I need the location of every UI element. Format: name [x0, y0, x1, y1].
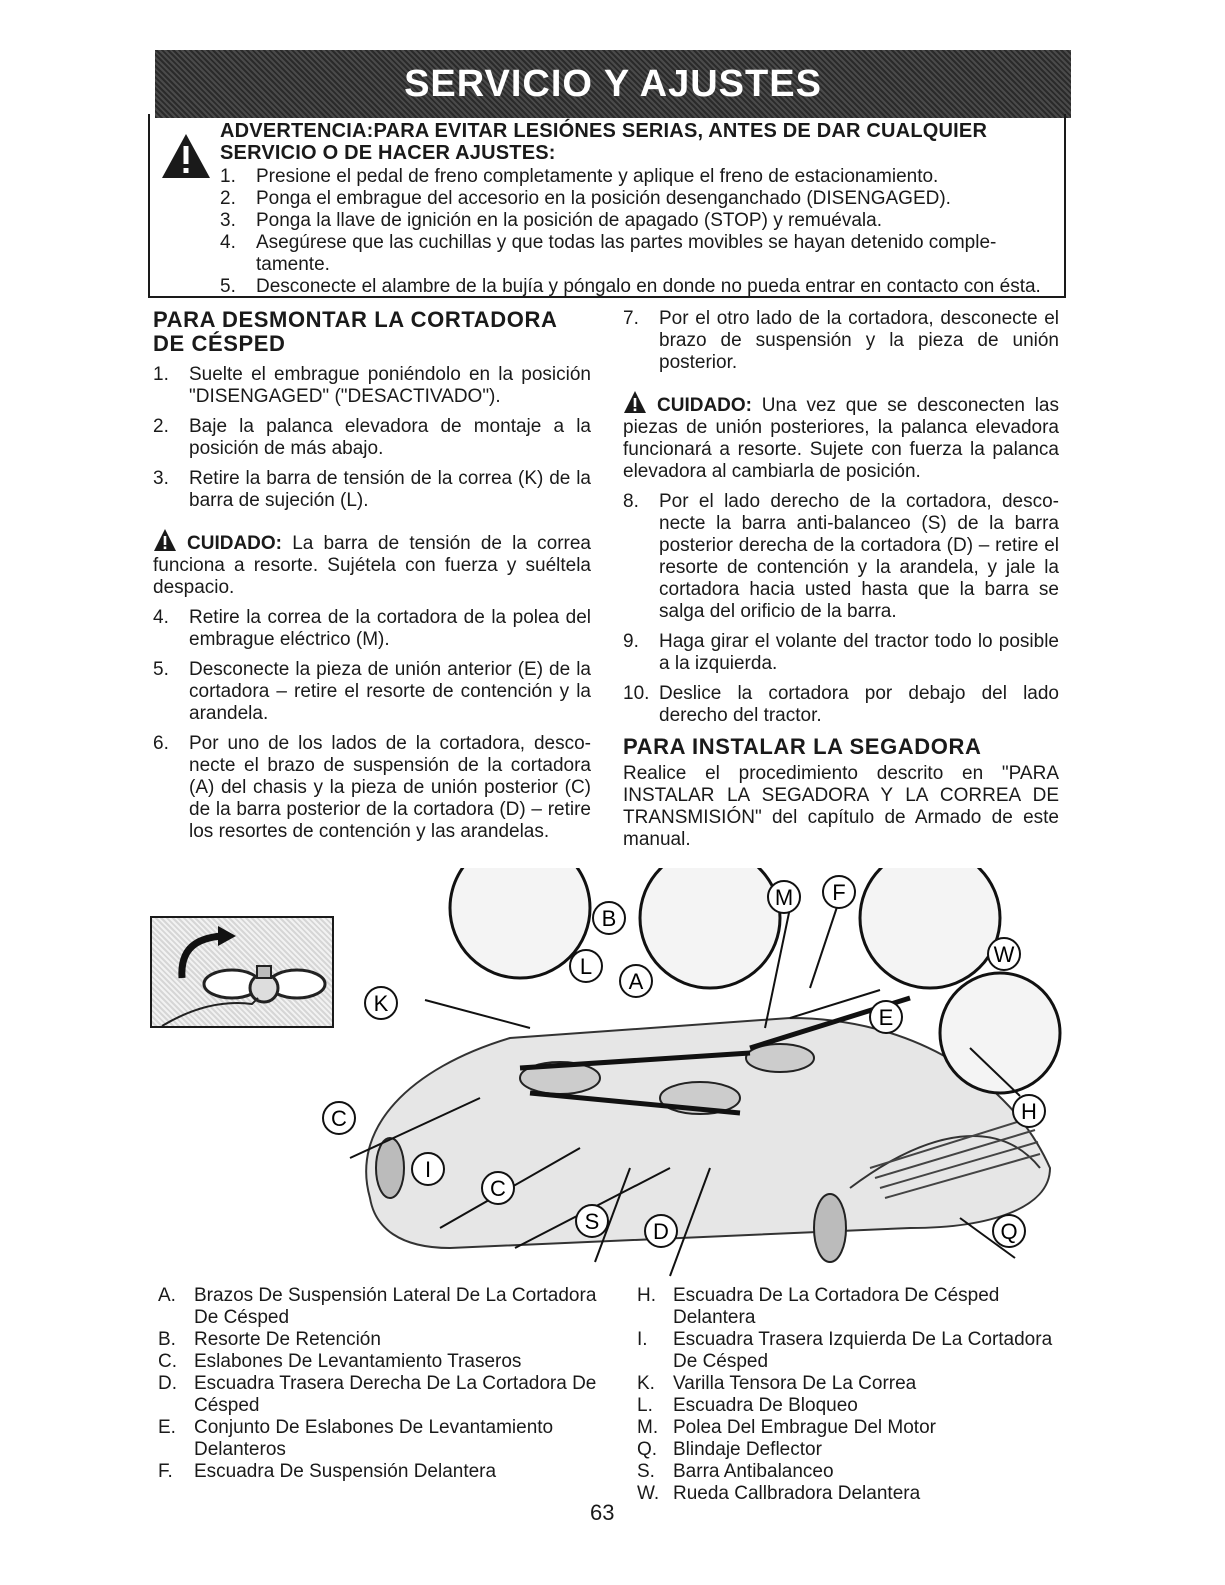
- legend-item: H. Escuadra De La Cortadora De Césped Delantera: [637, 1285, 1000, 1328]
- svg-text:F: F: [832, 880, 846, 905]
- list-item: 8. Por el lado derecho de la cortadora, desco-necte la barra anti-balanceo (S) de la barra posterior derecha de la cortadora (D) – retire el resorte de contención y la arandela, y jale la cortadora hacia usted hasta que la barra se salga del orificio de la barra.: [623, 491, 1059, 622]
- callout-a: [617, 962, 655, 1000]
- list-item: 4. Asegúrese que las cuchillas y que todas las partes movibles se hayan detenido comple-tamente.: [220, 232, 997, 275]
- list-item: 3. Retire la barra de tensión de la correa (K) de la barra de sujeción (L).: [153, 468, 591, 511]
- callout-d: [642, 1212, 680, 1250]
- legend-item: K. Varilla Tensora De La Correa: [637, 1373, 917, 1394]
- callout-m: [765, 878, 803, 916]
- svg-text:L: L: [579, 954, 593, 979]
- callout-w: [985, 935, 1023, 973]
- list-item: 5. Desconecte el alambre de la bujía y póngalo en donde no pueda entrar en contacto con ésta.: [220, 276, 1041, 297]
- callout-h: [1010, 1092, 1048, 1130]
- callout-s: [573, 1202, 611, 1240]
- legend-item: A. Brazos De Suspensión Lateral De La Cortadora De Césped: [158, 1285, 597, 1328]
- legend-item: E. Conjunto De Eslabones De Levantamiento Delanteros: [158, 1417, 554, 1460]
- warning-heading: ADVERTENCIA:PARA EVITAR LESIÓNES SERIAS, ANTES DE DAR CUALQUIER SERVICIO O DE HACER AJUSTES:: [220, 120, 988, 164]
- legend-right: [637, 1285, 1057, 1505]
- svg-text:C: C: [490, 1176, 506, 1201]
- list-item: 2. Baje la palanca elevadora de montaje a la posición de más abajo.: [153, 416, 591, 459]
- svg-text:S: S: [584, 1209, 600, 1234]
- caution-note: CUIDADO: Una vez que se desconecten las piezas de unión posteriores, la palanca elevadora funcionará a resorte. Sujete con fuerza la palanca elevadora al cambiarla de posición.: [623, 390, 1059, 483]
- legend-item: W. Rueda Callbradora Delantera: [637, 1483, 921, 1504]
- callout-e: [867, 998, 905, 1036]
- list-item: 4. Retire la correa de la cortadora de la polea del embrague eléctrico (M).: [153, 607, 591, 650]
- legend-item: B. Resorte De Retención: [158, 1329, 381, 1350]
- page-number: 63: [590, 1500, 615, 1525]
- left-column: [153, 308, 591, 843]
- list-item: 1. Presione el pedal de freno completamente y aplique el freno de estacionamiento.: [220, 166, 939, 187]
- legend-item: M. Polea Del Embrague Del Motor: [637, 1417, 936, 1438]
- warning-triangle-icon: [160, 132, 212, 180]
- list-item: 6. Por uno de los lados de la cortadora, desco-necte el brazo de suspensión de la cortadora (A) del chasis y la pieza de unión posterior (C) de la barra posterior de la cortadora (D) – retire los resortes de contención y las arandelas.: [153, 733, 591, 842]
- svg-text:W: W: [993, 942, 1015, 967]
- page-title: SERVICIO Y AJUSTES: [404, 62, 822, 105]
- list-item: 5. Desconecte la pieza de unión anterior (E) de la cortadora – retire el resorte de contención y la arandela.: [153, 659, 591, 724]
- svg-text:K: K: [373, 991, 389, 1016]
- list-item: 2. Ponga el embrague del accesorio en la posición desenganchado (DISENGAGED).: [220, 188, 951, 209]
- warning-list: [220, 166, 1058, 298]
- legend-left: [158, 1285, 598, 1483]
- svg-text:D: D: [653, 1219, 669, 1244]
- svg-text:I: I: [424, 1157, 432, 1182]
- callout-c-left: [320, 1099, 358, 1137]
- section-heading-install: PARA INSTALAR LA SEGADORA: [623, 734, 982, 759]
- caution-triangle-icon: [623, 390, 657, 414]
- list-item: 3. Ponga la llave de ignición en la posición de apagado (STOP) y remuévala.: [220, 210, 882, 231]
- callout-f: [820, 873, 858, 911]
- legend-item: Q. Blindaje Deflector: [637, 1439, 822, 1460]
- section-banner: [155, 50, 1071, 118]
- svg-text:Q: Q: [1000, 1219, 1018, 1244]
- callout-b: [590, 899, 628, 937]
- list-item: 1. Suelte el embrague poniéndolo en la posición "DISENGAGED" ("DESACTIVADO").: [153, 364, 591, 407]
- install-paragraph: Realice el procedimiento descrito en "PARA INSTALAR LA SEGADORA Y LA CORREA DE TRANSMISIÓN" del capítulo de Armado de este manual.: [623, 763, 1059, 850]
- caution-note: CUIDADO: La barra de tensión de la correa funciona a resorte. Sujétela con fuerza y suéltela despacio.: [153, 528, 591, 599]
- callout-k: [362, 984, 400, 1022]
- section-heading-remove: PARA DESMONTAR LA CORTADORA DE CÉSPED: [153, 307, 557, 356]
- list-item: 7. Por el otro lado de la cortadora, desconecte el brazo de suspensión y la pieza de unión posterior.: [623, 308, 1059, 373]
- caution-triangle-icon: [153, 528, 187, 552]
- legend-item: I. Escuadra Trasera Izquierda De La Cortadora De Césped: [637, 1329, 1053, 1372]
- svg-text:C: C: [331, 1106, 347, 1131]
- legend-item: C. Eslabones De Levantamiento Traseros: [158, 1351, 522, 1372]
- svg-text:E: E: [878, 1005, 894, 1030]
- callout-l: [567, 947, 605, 985]
- svg-text:A: A: [628, 969, 644, 994]
- svg-text:B: B: [601, 906, 617, 931]
- callout-q: [990, 1212, 1028, 1250]
- legend-item: D. Escuadra Trasera Derecha De La Cortadora De Césped: [158, 1373, 597, 1416]
- legend-item: F. Escuadra De Suspensión Delantera: [158, 1461, 497, 1482]
- legend-item: L. Escuadra De Bloqueo: [637, 1395, 858, 1416]
- callout-i: [409, 1150, 447, 1188]
- list-item: 10. Deslice la cortadora por debajo del lado derecho del tractor.: [623, 683, 1059, 726]
- legend-item: S. Barra Antibalanceo: [637, 1461, 834, 1482]
- callout-c-bottom: [479, 1169, 517, 1207]
- list-item: 9. Haga girar el volante del tractor todo lo posible a la izquierda.: [623, 631, 1059, 674]
- right-column: [623, 308, 1059, 851]
- svg-text:H: H: [1021, 1099, 1037, 1124]
- warning-box: [148, 114, 1066, 298]
- svg-text:M: M: [774, 885, 794, 910]
